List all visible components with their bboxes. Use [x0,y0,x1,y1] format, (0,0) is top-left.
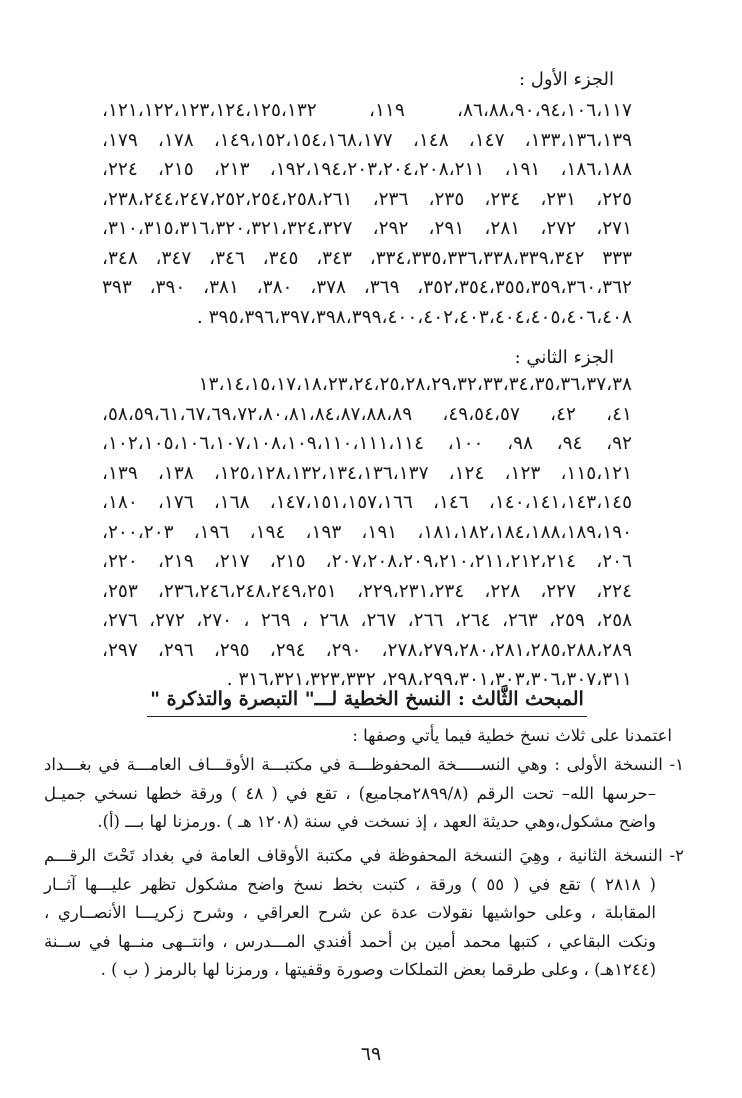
page-number: ٦٩ [360,1043,382,1065]
text-line: ١- النسخة الأولى : وهي النســـــخة المحفوظـــة في مكتبـــة الأوقـــاف العامـــة في بغـــداد [44,755,684,774]
part-two-number-list [102,370,632,695]
part-one-number-list [102,96,632,332]
number-line: ٨٦،٨٨،٩٠،٩٤،١٠٦،١١٧، ١١٩، ١٢١،١٢٢،١٢٣،١٢٤،١٢٥،١٣٢، [102,100,632,121]
number-line: ٢٥٨، ٢٥٩، ٢٦٣، ٢٦٤، ٢٦٦، ٢٦٧، ٢٦٨ ، ٢٦٩ ، ٢٧٠، ٢٧٢، ٢٧٦، [102,610,633,631]
part-one-title: الجزء الأول : [518,69,614,90]
text-line: ( ٢٨١٨ ) تقع في ( ٥٥ ) ورقة ، كتبت بخط نسخ واضح مشكول تظهر عليـــها آثــار [44,874,656,894]
number-line: ١٣٣،١٣٦،١٣٩، ١٤٧، ١٤٨، ١٤٩،١٥٢،١٥٤،١٦٨،١٧٧، ١٧٨، ١٧٩، [102,129,633,151]
number-line: ٢٢٥، ٢٣١، ٢٣٤، ٢٣٥، ٢٣٦، ٢٣٨،٢٤٤،٢٤٧،٢٥٢،٢٥٤،٢٥٨،٢٦١، [102,188,633,210]
text-line: (١٢٤٤هـ) ، وعلى طرقما بعض التملكات وصورة وقفيتها ، ورمزنا لها بالرمز ( ب ) . [100,960,656,979]
number-line: ٣٥٢،٣٥٤،٣٥٥،٣٥٩،٣٦٠،٣٦٢، ٣٦٩، ٣٧٨، ٣٨٠، ٣٨١، ٣٩٠، ٣٩٣ [102,277,632,298]
number-line: ١٨١،١٨٢،١٨٤،١٨٨،١٨٩،١٩٠، ١٩١، ١٩٣، ١٩٤، ١٩٦، ٢٠٠،٢٠٣، [102,521,633,543]
number-line: ٢٧٨،٢٧٩،٢٨٠،٢٨١،٢٨٥،٢٨٨،٢٨٩، ٢٩٠، ٢٩٤، ٢٩٥، ٢٩٦، ٢٩٧، [102,639,633,661]
text-line: واضح مشكول،وهي حديثة العهد ، إذ نسخت في سنة (١٢٠٨ هـ ) .ورمزنا لها بـــ (أ). [97,812,656,831]
intro-paragraph [72,722,672,751]
manuscript-two-paragraph [44,842,684,985]
section-heading: المبحث الثَّالث : النسخ الخطية لـــ" التبصرة والتذكرة " [150,688,584,710]
text-line: –حرسها الله– تحت الرقم (٢٨٩٩/٨مجاميع) ، تقع في ( ٤٨ ) ورقة خطها نسخي جميـل [44,783,656,803]
text-line: ونكت البقاعي ، كتبها محمد أمين بن أحمد أفندي المـــدرس ، وانتــهى منــها في ســنة [44,931,656,951]
number-line: ٢٧١، ٢٧٢، ٢٨١، ٢٩١، ٢٩٢، ٣١٠،٣١٥،٣١٦،٣٢٠،٣٢١،٣٢٤،٣٢٧، [102,218,633,239]
heading-underline [147,716,587,717]
number-line: ١٨٦،١٨٨، ١٩١، ١٩٢،١٩٤،٢٠٣،٢٠٤،٢٠٨،٢١١، ٢١٣، ٢١٥، ٢٢٤، [102,159,633,180]
intro-line: اعتمدنا على ثلاث نسخ خطية فيما يأتي وصفها : [352,726,672,745]
part-two-title: الجزء الثاني : [514,347,614,368]
text-line: المقابلة ، وعلى حواشيها نقولات عدة عن شرح العراقي ، وشرح زكريـــا الأنصــاري ، [44,903,656,922]
number-line: ٤١، ٤٢، ٤٩،٥٤،٥٧، ٥٨،٥٩،٦١،٦٧،٦٩،٧٢،٨٠،٨١،٨٤،٨٧،٨٨،٨٩، [102,403,632,425]
number-line: ٣٩٥،٣٩٦،٣٩٧،٣٩٨،٣٩٩،٤٠٠،٤٠٢،٤٠٣،٤٠٤،٤٠٥،٤٠٦،٤٠٨ . [196,306,632,328]
number-line: ١٤٠،١٤١،١٤٣،١٤٥، ١٤٦، ١٤٧،١٥١،١٥٧،١٦٦، ١٦٨، ١٧٦، ١٨٠، [102,492,633,513]
number-line: ١١٥،١٢١، ١٢٣، ١٢٤، ١٢٥،١٢٨،١٣٢،١٣٤،١٣٦،١٣٧، ١٣٨، ١٣٩، [102,462,633,484]
number-line: ٩٢، ٩٤، ٩٨، ١٠٠، ١٠٢،١٠٥،١٠٦،١٠٧،١٠٨،١٠٩،١١٠،١١١،١١٤، [102,433,632,454]
manuscript-one-paragraph [44,751,684,837]
number-line: ٢٩٨،٢٩٩،٣٠١،٣٠٣،٣٠٦،٣٠٧،٣١١، ٣١٦،٣٢١،٣٢٣،٣٣٢ . [226,669,632,690]
number-line: ٢٢٤، ٢٢٧، ٢٢٨، ٢٢٩،٢٣١،٢٣٤، ٢٣٦،٢٤٦،٢٤٨،٢٤٩،٢٥١، ٢٥٣، [102,580,633,602]
number-line: ٢٠٦، ٢٠٧،٢٠٨،٢٠٩،٢١٠،٢١١،٢١٢،٢١٤، ٢١٥، ٢١٧، ٢١٩، ٢٢٠، [102,551,633,572]
number-line: ١٣،١٤،١٥،١٧،١٨،٢٣،٢٤،٢٥،٢٨،٢٩،٣٢،٣٣،٣٤،٣٥،٣٦،٣٧،٣٨ [198,374,632,395]
text-line: ٢- النسخة الثانية ، وهِيَ النسخة المحفوظة في مكتبة الأوقاف العامة في بغداد تَحْتَ الرقـــم [44,846,684,865]
number-line: ٣٣٣ ٣٣٤،٣٣٥،٣٣٦،٣٣٨،٣٣٩،٣٤٢، ٣٤٣، ٣٤٥، ٣٤٦، ٣٤٧، ٣٤٨، [102,247,633,269]
